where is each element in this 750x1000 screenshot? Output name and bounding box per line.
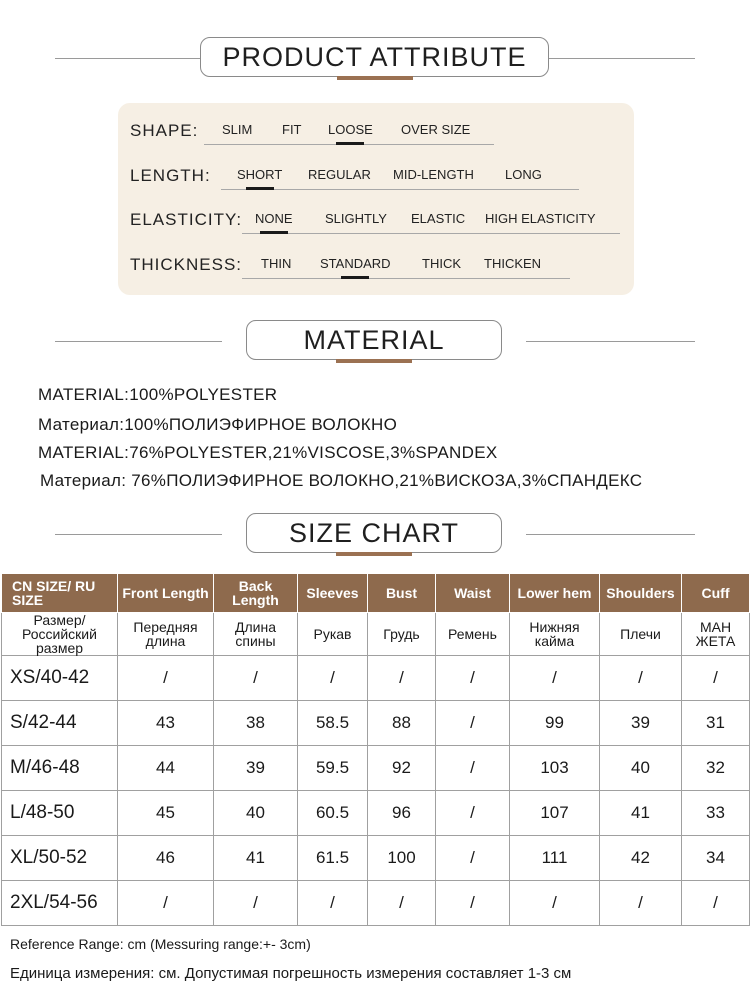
table-cell: 92	[368, 746, 436, 791]
table-cell: /	[368, 881, 436, 926]
table-cell: 42	[600, 836, 682, 881]
table-cell: Ремень	[436, 613, 510, 656]
divider	[55, 534, 222, 535]
attribute-option: THICK	[422, 256, 461, 271]
table-cell: /	[436, 881, 510, 926]
table-cell: 40	[600, 746, 682, 791]
material-value: 76%ПОЛИЭФИРНОЕ ВОЛОКНО,21%ВИСКОЗА,3%СПАНДЕКС	[131, 471, 643, 490]
attribute-row-length	[118, 160, 634, 190]
accent-bar	[337, 76, 413, 80]
table-cell: 60.5	[298, 791, 368, 836]
attribute-row-elasticity	[118, 204, 634, 234]
attribute-label: THICKNESS:	[130, 255, 243, 274]
divider	[242, 278, 570, 279]
table-cell: /	[298, 881, 368, 926]
size-cell: 2XL/54-56	[2, 881, 118, 926]
column-header: Cuff	[682, 574, 750, 613]
section-title: PRODUCT ATTRIBUTE	[200, 37, 549, 77]
size-cell: M/46-48	[2, 746, 118, 791]
table-cell: Плечи	[600, 613, 682, 656]
material-line	[38, 443, 498, 463]
table-cell: 103	[510, 746, 600, 791]
section-title: MATERIAL	[246, 320, 502, 360]
divider	[221, 189, 579, 190]
accent-bar	[336, 552, 412, 556]
attribute-option-selected: STANDARD	[320, 256, 391, 271]
table-cell: 61.5	[298, 836, 368, 881]
material-line	[38, 385, 277, 405]
table-cell: /	[600, 881, 682, 926]
table-row	[2, 836, 750, 881]
table-cell: Грудь	[368, 613, 436, 656]
attribute-option: MID-LENGTH	[393, 167, 474, 182]
material-line	[38, 415, 397, 435]
column-header: Front Length	[118, 574, 214, 613]
attribute-option-selected: LOOSE	[328, 122, 373, 137]
table-row	[2, 656, 750, 701]
divider	[526, 341, 695, 342]
table-cell: Передняя длина	[118, 613, 214, 656]
attribute-panel	[118, 103, 634, 295]
footnote-en: Reference Range: cm (Messuring range:+- 3cm)	[10, 936, 311, 952]
table-cell: /	[436, 746, 510, 791]
table-cell: /	[118, 881, 214, 926]
table-cell: 41	[214, 836, 298, 881]
material-line	[40, 471, 642, 491]
table-cell: 111	[510, 836, 600, 881]
table-row	[2, 791, 750, 836]
attribute-option-selected: SHORT	[237, 167, 283, 182]
divider	[55, 341, 222, 342]
size-cell: S/42-44	[2, 701, 118, 746]
table-cell: 33	[682, 791, 750, 836]
column-header: CN SIZE/ RU SIZE	[2, 574, 118, 613]
attribute-option-selected: NONE	[255, 211, 293, 226]
size-cell: L/48-50	[2, 791, 118, 836]
table-cell: 107	[510, 791, 600, 836]
table-cell: 39	[214, 746, 298, 791]
accent-bar	[336, 359, 412, 363]
attribute-row-shape	[118, 115, 634, 145]
column-header: Lower hem	[510, 574, 600, 613]
table-cell: /	[682, 881, 750, 926]
table-cell: /	[510, 656, 600, 701]
attribute-option: REGULAR	[308, 167, 371, 182]
size-chart-heading	[0, 513, 750, 563]
table-cell: 44	[118, 746, 214, 791]
footnote-ru: Единица измерения: см. Допустимая погрешность измерения составляет 1-3 см	[10, 965, 572, 982]
table-cell: 100	[368, 836, 436, 881]
table-cell: 34	[682, 836, 750, 881]
table-row-ru-headers	[2, 613, 750, 656]
attribute-label: SHAPE:	[130, 121, 199, 140]
table-cell: /	[436, 791, 510, 836]
attribute-option: LONG	[505, 167, 542, 182]
table-cell: 41	[600, 791, 682, 836]
table-cell: 38	[214, 701, 298, 746]
column-header: Shoulders	[600, 574, 682, 613]
table-row	[2, 746, 750, 791]
material-label: Материал:	[40, 471, 127, 490]
table-cell: 32	[682, 746, 750, 791]
divider	[526, 534, 695, 535]
table-cell: 45	[118, 791, 214, 836]
size-chart-table	[1, 573, 750, 926]
table-cell: /	[600, 656, 682, 701]
table-cell: /	[214, 881, 298, 926]
divider	[55, 58, 201, 59]
table-cell: 96	[368, 791, 436, 836]
table-cell: Размер/ Российский размер	[2, 613, 118, 656]
attribute-option: THIN	[261, 256, 292, 271]
table-cell: Нижняя кайма	[510, 613, 600, 656]
size-cell: XS/40-42	[2, 656, 118, 701]
table-row	[2, 881, 750, 926]
table-cell: 88	[368, 701, 436, 746]
table-cell: Длина спины	[214, 613, 298, 656]
table-cell: /	[436, 656, 510, 701]
table-cell: /	[682, 656, 750, 701]
material-value: 100%POLYESTER	[129, 385, 278, 404]
attribute-option: OVER SIZE	[401, 122, 471, 137]
table-cell: 31	[682, 701, 750, 746]
column-header: Sleeves	[298, 574, 368, 613]
column-header: Bust	[368, 574, 436, 613]
attribute-option: FIT	[282, 122, 302, 137]
table-row	[2, 701, 750, 746]
attribute-option: HIGH ELASTICITY	[485, 211, 596, 226]
divider	[242, 233, 620, 234]
table-cell: 58.5	[298, 701, 368, 746]
table-cell: 99	[510, 701, 600, 746]
attribute-option: SLIM	[222, 122, 253, 137]
section-title: SIZE CHART	[246, 513, 502, 553]
column-header: Waist	[436, 574, 510, 613]
material-value: 100%ПОЛИЭФИРНОЕ ВОЛОКНО	[124, 415, 398, 434]
material-heading	[0, 320, 750, 370]
table-cell: /	[298, 656, 368, 701]
table-cell: /	[510, 881, 600, 926]
column-header: Back Length	[214, 574, 298, 613]
material-label: MATERIAL:	[38, 443, 130, 462]
attribute-option: THICKEN	[484, 256, 542, 271]
table-cell: 40	[214, 791, 298, 836]
divider	[549, 58, 695, 59]
table-cell: /	[368, 656, 436, 701]
table-cell: /	[436, 836, 510, 881]
attribute-option: ELASTIC	[411, 211, 466, 226]
table-cell: Рукав	[298, 613, 368, 656]
table-cell: 39	[600, 701, 682, 746]
table-cell: /	[436, 701, 510, 746]
table-cell: /	[214, 656, 298, 701]
material-value: 76%POLYESTER,21%VISCOSE,3%SPANDEX	[129, 443, 498, 462]
attribute-option: SLIGHTLY	[325, 211, 387, 226]
table-cell: 43	[118, 701, 214, 746]
size-cell: XL/50-52	[2, 836, 118, 881]
attribute-label: LENGTH:	[130, 166, 211, 185]
material-label: MATERIAL:	[38, 385, 130, 404]
table-cell: 46	[118, 836, 214, 881]
product-attribute-heading	[0, 37, 750, 87]
material-label: Материал:	[38, 415, 125, 434]
table-cell: 59.5	[298, 746, 368, 791]
table-cell: МАН ЖЕТА	[682, 613, 750, 656]
attribute-label: ELASTICITY:	[130, 210, 243, 229]
attribute-row-thickness	[118, 249, 634, 279]
table-cell: /	[118, 656, 214, 701]
table-header-row	[2, 574, 750, 613]
